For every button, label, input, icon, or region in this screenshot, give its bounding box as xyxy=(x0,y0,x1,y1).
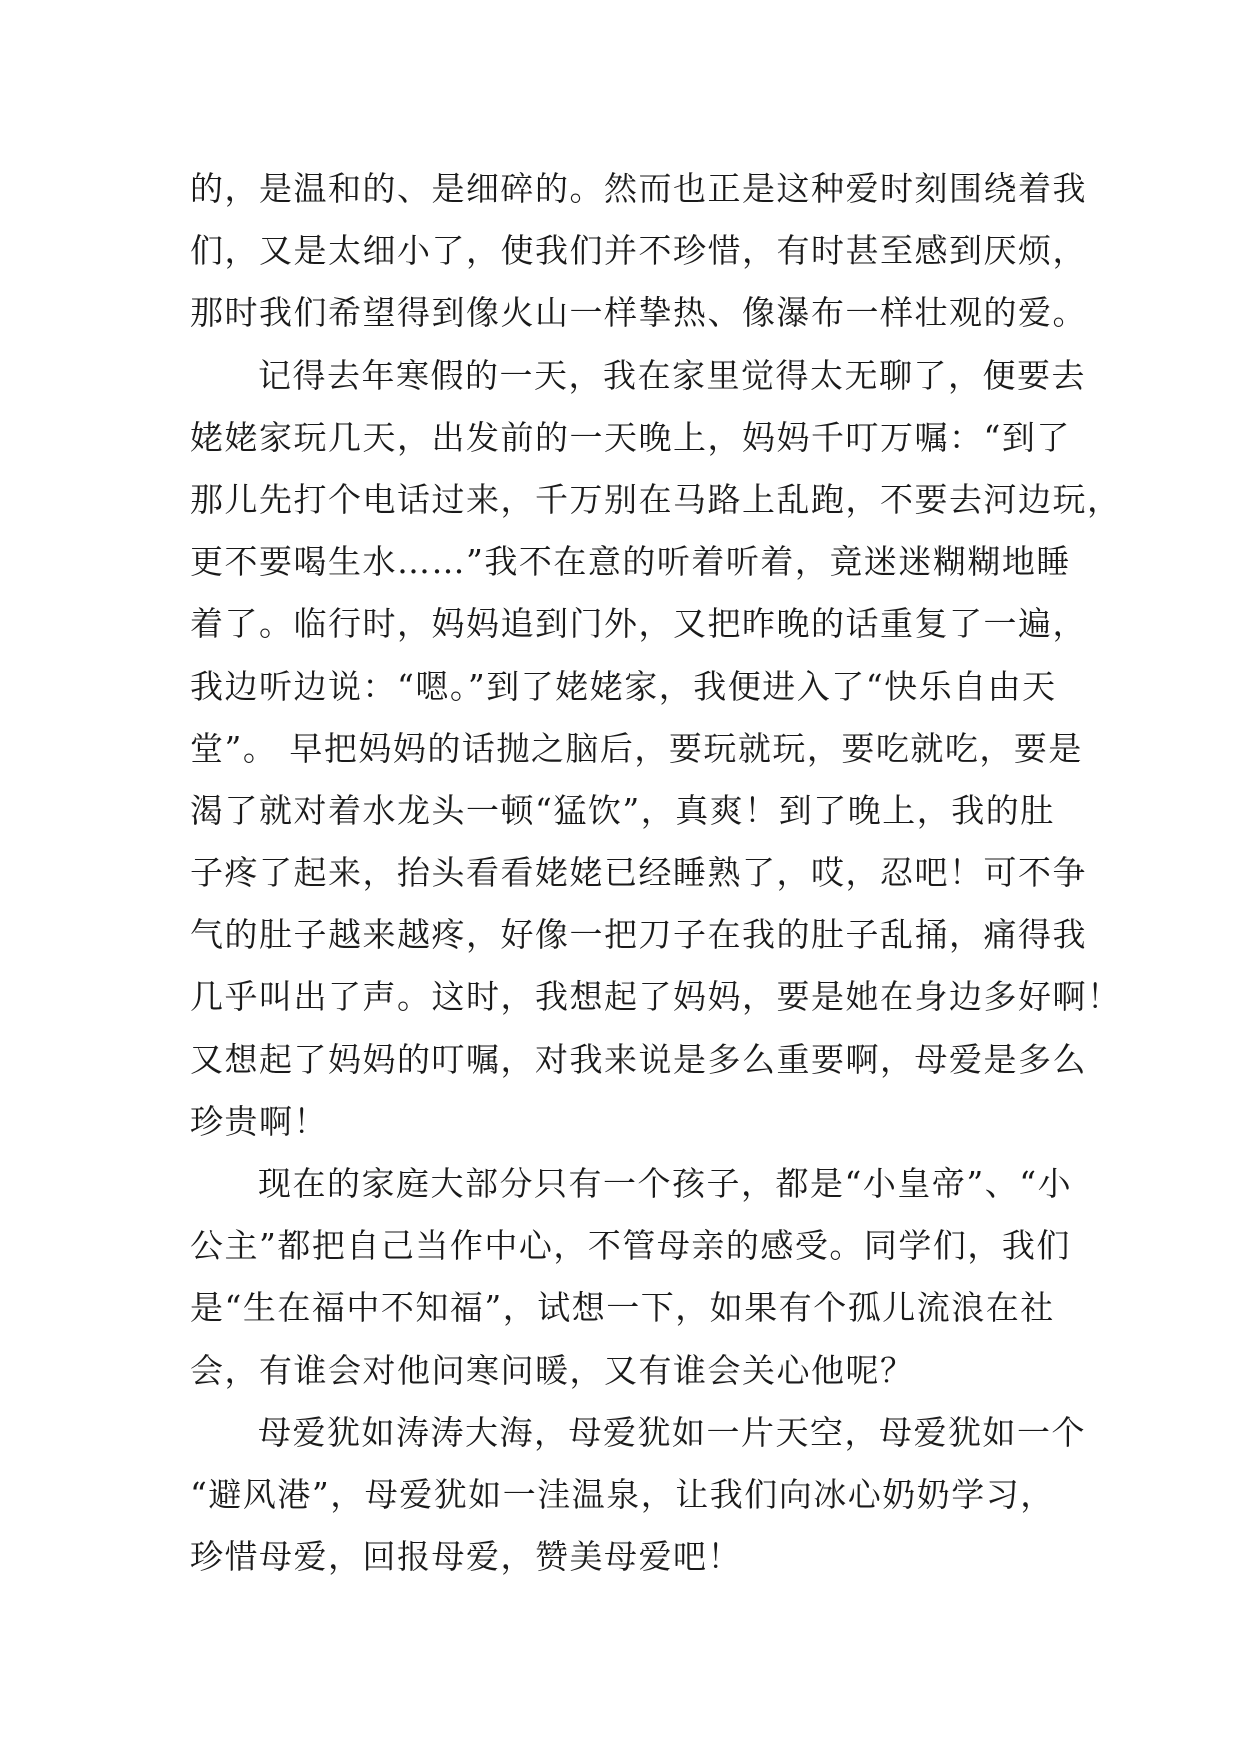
paragraph-start-line: 记得去年寒假的一天，我在家里觉得太无聊了，便要去 xyxy=(258,355,1086,395)
text-line: 着了。临行时，妈妈追到门外，又把昨晚的话重复了一遍， xyxy=(190,604,1087,644)
text-line: 珍贵啊！ xyxy=(190,1101,328,1141)
text-line: 会，有谁会对他问寒问暖，又有谁会关心他呢？ xyxy=(190,1350,915,1390)
paragraph-start-line: 母爱犹如涛涛大海，母爱犹如一片天空，母爱犹如一个 xyxy=(258,1412,1086,1452)
paragraph-start-line: 现在的家庭大部分只有一个孩子，都是“小皇帝”、“小 xyxy=(258,1164,1073,1203)
text-line: 又想起了妈妈的叮嘱，对我来说是多么重要啊，母爱是多么 xyxy=(190,1039,1087,1079)
text-line: 渴了就对着水龙头一顿“猛饮”，真爽！到了晚上，我的肚 xyxy=(190,790,1055,830)
text-line: 姥姥家玩几天，出发前的一天晚上，妈妈千叮万嘱：“到了 xyxy=(190,417,1071,457)
text-line: 的，是温和的、是细碎的。然而也正是这种爱时刻围绕着我 xyxy=(190,169,1087,208)
text-line: 更不要喝生水……”我不在意的听着听着，竟迷迷糊糊地睡 xyxy=(190,542,1071,582)
text-line: 公主”都把自己当作中心，不管母亲的感受。同学们，我们 xyxy=(190,1226,1071,1266)
text-line: 珍惜母爱，回报母爱，赞美母爱吧！ xyxy=(190,1537,742,1577)
body-text xyxy=(190,158,1122,1588)
text-line: 那儿先打个电话过来，千万别在马路上乱跑，不要去河边玩， xyxy=(190,479,1122,519)
text-line: 子疼了起来，抬头看看姥姥已经睡熟了，哎，忍吧！可不争 xyxy=(190,853,1087,893)
text-line: 气的肚子越来越疼，好像一把刀子在我的肚子乱捅，痛得我 xyxy=(190,915,1087,955)
text-line: “避风港”，母爱犹如一洼温泉，让我们向冰心奶奶学习， xyxy=(190,1474,1055,1514)
text-line: 们，又是太细小了，使我们并不珍惜，有时甚至感到厌烦， xyxy=(190,231,1087,271)
text-line: 堂”。 早把妈妈的话抛之脑后，要玩就玩，要吃就吃，要是 xyxy=(190,728,1083,768)
text-line: 那时我们希望得到像火山一样挚热、像瀑布一样壮观的爱。 xyxy=(190,293,1087,333)
text-line: 我边听边说：“嗯。”到了姥姥家，我便进入了“快乐自由天 xyxy=(190,666,1057,706)
text-line: 几乎叫出了声。这时，我想起了妈妈，要是她在身边多好啊！ xyxy=(190,977,1122,1017)
text-line: 是“生在福中不知福”，试想一下，如果有个孤儿流浪在社 xyxy=(190,1288,1055,1328)
